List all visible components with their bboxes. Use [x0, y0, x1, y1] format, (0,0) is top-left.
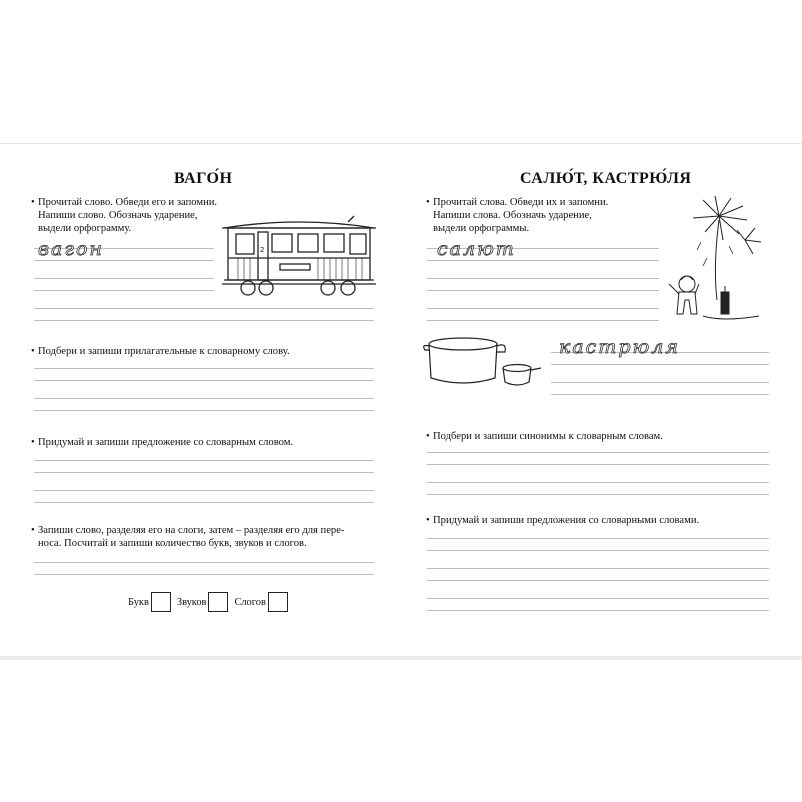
- writing-line[interactable]: [34, 472, 374, 473]
- writing-line[interactable]: [427, 260, 659, 261]
- writing-line[interactable]: [427, 278, 659, 279]
- writing-line[interactable]: [34, 562, 374, 563]
- writing-line[interactable]: [34, 380, 374, 381]
- task-line: Напиши слова. Обозначь ударение,: [433, 210, 592, 221]
- page-title: ВАГО́Н: [174, 170, 233, 187]
- bullet: •: [31, 346, 35, 357]
- task-read-word: [31, 196, 228, 235]
- count-label: Звуков: [176, 596, 207, 608]
- writing-line[interactable]: [551, 364, 769, 365]
- writing-line[interactable]: [427, 482, 769, 483]
- workbook-spread: [0, 143, 802, 660]
- task-adjectives: [31, 345, 378, 358]
- writing-line[interactable]: [34, 290, 214, 291]
- trace-word[interactable]: салют: [437, 238, 516, 260]
- writing-line[interactable]: [551, 382, 769, 383]
- bullet: •: [31, 437, 35, 448]
- trace-word[interactable]: вагон: [38, 238, 104, 260]
- writing-line[interactable]: [34, 368, 374, 369]
- writing-line[interactable]: [34, 398, 374, 399]
- count-sounds: [177, 592, 229, 612]
- task-line: Прочитай слова. Обведи их и запомни.: [433, 197, 609, 208]
- task-read-words: [426, 196, 663, 235]
- train-wagon-icon: [220, 214, 378, 298]
- writing-line[interactable]: [427, 320, 659, 321]
- writing-line[interactable]: [427, 494, 769, 495]
- task-line: Напиши слово. Обозначь ударение,: [38, 210, 198, 221]
- count-box[interactable]: [268, 592, 288, 612]
- bullet: •: [426, 515, 430, 526]
- writing-line[interactable]: [427, 464, 769, 465]
- writing-line[interactable]: [34, 410, 374, 411]
- writing-line[interactable]: [34, 460, 374, 461]
- writing-line[interactable]: [34, 502, 374, 503]
- bullet: •: [426, 197, 430, 208]
- writing-line[interactable]: [427, 308, 659, 309]
- count-label: Букв: [128, 596, 149, 608]
- writing-line[interactable]: [427, 538, 769, 539]
- task-syllables: [31, 524, 383, 550]
- writing-line[interactable]: [427, 290, 659, 291]
- writing-line[interactable]: [34, 574, 374, 575]
- task-line: выдели орфограмму.: [38, 223, 132, 234]
- writing-line[interactable]: [427, 568, 769, 569]
- task-synonyms: [426, 430, 773, 443]
- left-page: [0, 144, 401, 649]
- bullet: •: [31, 197, 35, 208]
- task-line: выдели орфограммы.: [433, 223, 530, 234]
- writing-line[interactable]: [427, 550, 769, 551]
- count-letters: [128, 592, 171, 612]
- task-line: Подбери и запиши синонимы к словарным словам.: [433, 431, 663, 442]
- pot-icon: [423, 334, 543, 392]
- task-sentences: [426, 514, 773, 527]
- task-line: носа. Посчитай и запиши количество букв, звуков и слогов.: [38, 538, 307, 549]
- writing-line[interactable]: [34, 490, 374, 491]
- task-sentence: [31, 436, 378, 449]
- task-line: Придумай и запиши предложение со словарным словом.: [38, 437, 294, 448]
- bullet: •: [426, 431, 430, 442]
- writing-line[interactable]: [427, 598, 769, 599]
- trace-word[interactable]: кастрюля: [559, 336, 680, 358]
- writing-line[interactable]: [34, 308, 374, 309]
- count-label: Слогов: [234, 596, 266, 608]
- count-box[interactable]: [208, 592, 228, 612]
- writing-line[interactable]: [551, 394, 769, 395]
- writing-line[interactable]: [34, 320, 374, 321]
- count-box[interactable]: [151, 592, 171, 612]
- bullet: •: [31, 525, 35, 536]
- count-syllables: [234, 592, 287, 612]
- task-line: Запиши слово, разделяя его на слоги, затем – разделяя его для пере-: [38, 525, 345, 536]
- task-line: Прочитай слово. Обведи его и запомни.: [38, 197, 218, 208]
- wagon-plate: 2: [260, 246, 265, 254]
- right-page: [401, 144, 802, 649]
- task-line: Подбери и запиши прилагательные к словарному слову.: [38, 346, 290, 357]
- writing-line[interactable]: [427, 452, 769, 453]
- writing-line[interactable]: [427, 580, 769, 581]
- fireworks-icon: [663, 196, 773, 332]
- task-line: Придумай и запиши предложения со словарными словами.: [433, 515, 700, 526]
- writing-line[interactable]: [427, 610, 769, 611]
- page-title: САЛЮ́Т, КАСТРЮ́ЛЯ: [520, 170, 692, 187]
- letter-count-row: [128, 592, 294, 612]
- writing-line[interactable]: [34, 278, 214, 279]
- writing-line[interactable]: [34, 260, 214, 261]
